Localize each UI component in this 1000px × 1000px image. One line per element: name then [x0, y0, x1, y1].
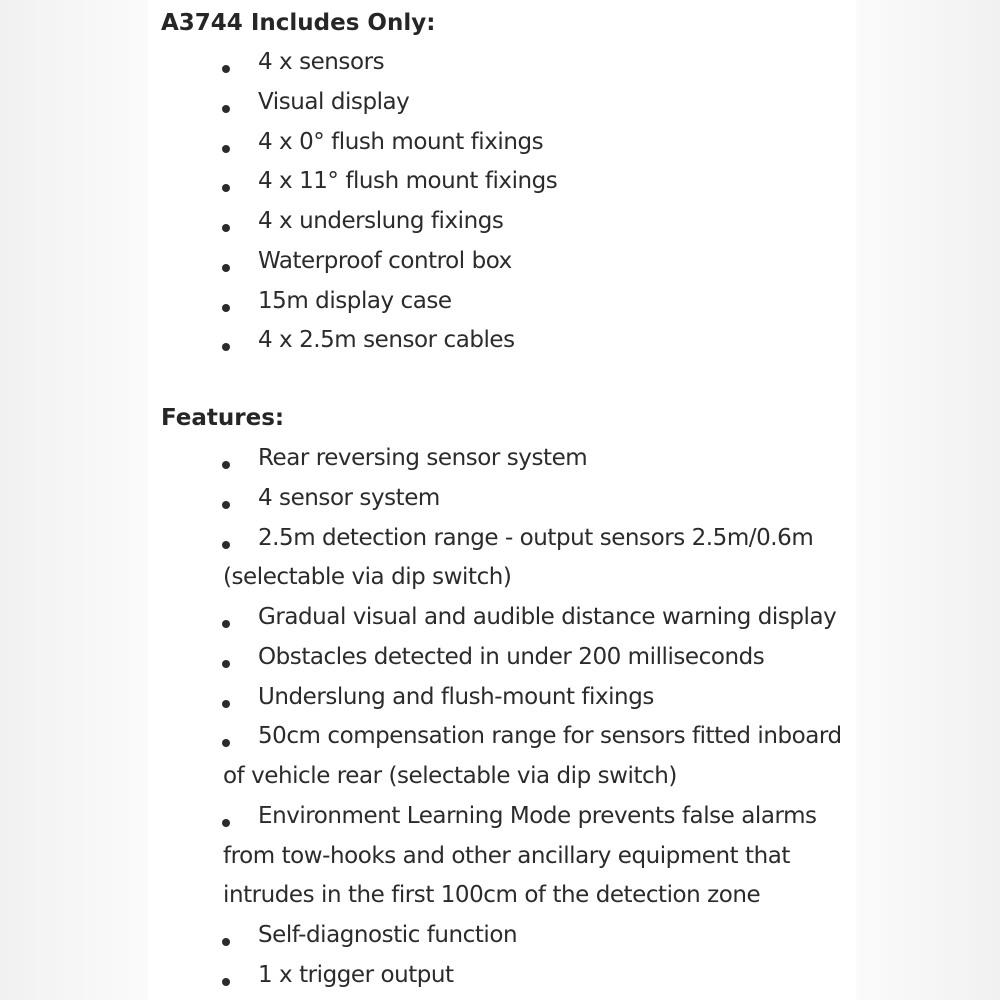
list-item: [0, 961, 1000, 1000]
list-item-text: 4 x 11° flush mount fixings: [258, 168, 558, 195]
list-item-text: Environment Learning Mode prevents false alarms from tow-hooks and other ancillary equipment that intrudes in the first 100cm of the detection zone: [223, 802, 817, 909]
list-item-text: Waterproof control box: [258, 247, 512, 274]
list-item-text: 4 x 0° flush mount fixings: [258, 128, 544, 155]
list-item-text: Obstacles detected in under 200 milliseconds: [258, 643, 765, 670]
includes-heading: A3744 Includes Only:: [161, 10, 436, 36]
list-item-text: 15m display case: [258, 287, 452, 314]
list-item-text: Rear reversing sensor system: [258, 445, 588, 471]
list-item: [0, 327, 1000, 373]
list-item-text: Gradual visual and audible distance warning display: [258, 604, 837, 630]
list-item-text: Visual display: [258, 88, 410, 115]
features-list: [0, 445, 1000, 1000]
includes-list: [0, 49, 1000, 373]
list-item-text: Underslung and flush-mount fixings: [258, 683, 654, 710]
list-item-text: 4 sensor system: [258, 484, 440, 511]
list-item-text: 4 x underslung fixings: [258, 208, 504, 234]
list-item-text: Self-diagnostic function: [258, 922, 518, 948]
list-item-text: 4 x 2.5m sensor cables: [258, 327, 515, 354]
list-item: [0, 802, 1000, 928]
list-item-text: 4 x sensors: [258, 49, 385, 75]
list-item-text: 2.5m detection range - output sensors 2.5m/0.6m (selectable via dip switch): [223, 524, 814, 591]
list-item-text: 1 x trigger output: [258, 961, 454, 988]
list-item-text: 50cm compensation range for sensors fitted inboard of vehicle rear (selectable via dip switch): [223, 723, 842, 789]
features-heading: Features:: [161, 405, 285, 431]
